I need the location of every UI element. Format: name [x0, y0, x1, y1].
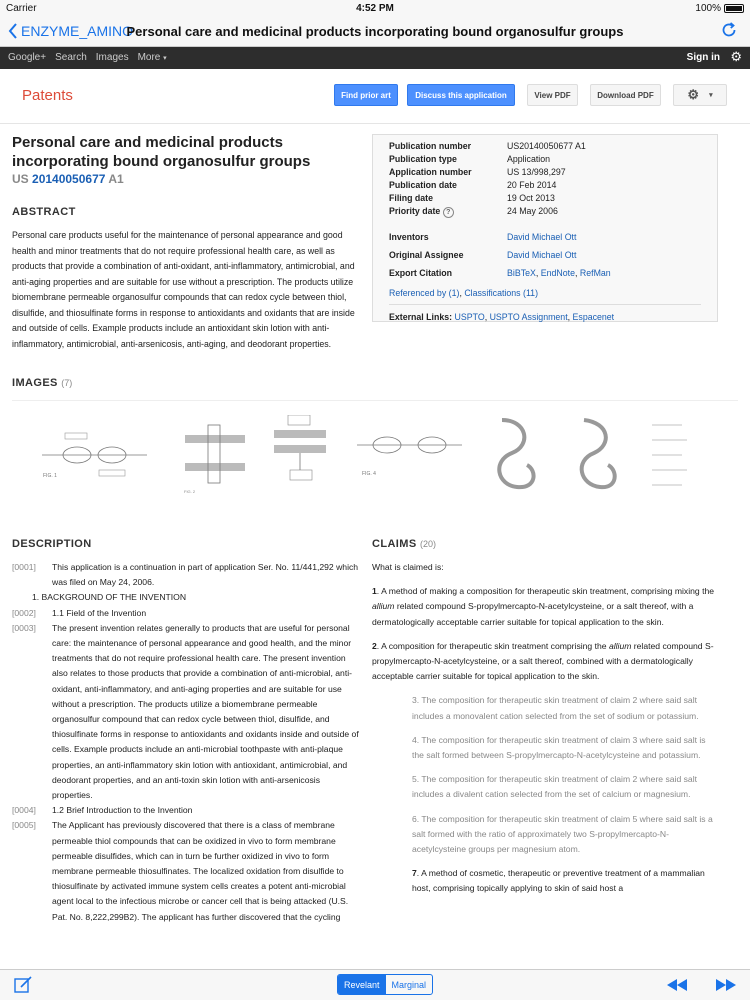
gbar-link-images[interactable]: Images	[95, 52, 129, 63]
publication-info-box	[372, 134, 718, 322]
gbar-link-googleplus[interactable]: Google+	[8, 52, 47, 63]
find-prior-art-button[interactable]: Find prior art	[334, 84, 398, 106]
description-paragraph: [0002] 1.1 Field of the Invention	[12, 607, 147, 618]
patent-figure-thumbnail[interactable]	[270, 415, 330, 497]
gear-icon[interactable]: ⚙	[730, 49, 742, 64]
segment-revelant[interactable]: Revelant	[338, 975, 386, 994]
assignee-link[interactable]: David Michael Ott	[507, 250, 577, 260]
description-paragraph: [0001] This application is a continuation in part of application Ser. No. 11/441,292 which was filed on May 24, 2006.	[12, 562, 359, 588]
info-row: Original Assignee David Michael Ott	[389, 250, 577, 260]
publication-info-table	[389, 141, 611, 286]
svg-text:FIG. 1: FIG. 1	[43, 473, 57, 479]
carrier-label: Carrier	[6, 3, 37, 14]
images-section	[12, 377, 362, 389]
export-endnote-link[interactable]: EndNote	[540, 268, 575, 278]
battery-icon	[724, 4, 744, 13]
dependent-claim: 4. The composition for therapeutic skin treatment of claim 3 where said salt is the salt formed between S-propylmercapto-N-acetylcysteine and potassium.	[412, 734, 706, 761]
info-row: Export Citation BiBTeX, EndNote, RefMan	[389, 268, 611, 278]
export-refman-link[interactable]: RefMan	[579, 268, 611, 278]
abstract-paragraph: Personal care products useful for the maintenance of personal appearance and good health and minor treatments that do not require professional health care, as well as products that provide a combination of anti-oxidant, anti-inflammatory, antimicrobial, and anti-aging properties and are suitable for use without a prescription. The products utilize biomembrane permeable organosulfur compounds that can redox cycle between thiol, disulfide, and thiosulfinate forms in response to antioxidants and oxidants that are inside and outside of cells. Example products include an antioxidant skin lotion with anti-inflammatory, antimicrobial, anti-arsenicosis, anti-aging, and deodorant properties.	[12, 228, 627, 352]
page-title: Personal care and medicinal products incorporating bound organosulfur groups	[126, 24, 624, 39]
svg-text:FIG. 4: FIG. 4	[362, 471, 376, 477]
publication-number: 20140050677	[32, 172, 106, 186]
info-row: Priority date ? 24 May 2006	[389, 206, 558, 216]
info-row: Publication type Application	[389, 154, 551, 164]
inventor-link[interactable]: David Michael Ott	[507, 232, 577, 242]
info-row: Filing date 19 Oct 2013	[389, 193, 555, 203]
dependent-claim: 3. The composition for therapeutic skin treatment of claim 2 where said salt includes a monovalent cation selected from the set of sodium or potassium.	[412, 695, 699, 721]
patent-title: Personal care and medicinal products incorporating bound organosulfur groups	[12, 134, 311, 170]
image-thumbnails	[12, 400, 738, 506]
claim-item: 7. A method of cosmetic, therapeutic or preventive treatment of a mammalian host, comprising topically applying to skin of said host a	[412, 868, 705, 894]
discuss-application-button[interactable]: Discuss this application	[407, 84, 515, 106]
caret-down-icon: ▾	[163, 55, 167, 62]
description-paragraph: [0003] The present invention relates generally to products that are useful for personal care: the maintenance of personal appearance and good health, and the minor treatments that do not require professional health care. The present invention also relates to those products that provide a combination of anti-microbial, anti-oxidant, anti-inflammatory, and anti-aging properties and are suitable for use without a prescription. The products utilize a biomembrane permeable organosulfur compound that can redox cycle between thiol, disulfide, and thiosulfinate forms in response to antioxidants and oxidants inside and outside of cells. Example products include an anti-microbial toothpaste with anti-plaque properties, an anti-inflammatory skin lotion with antioxidant, antimicrobial, and deodorant properties, and an anti-toxin skin lotion with anti-arsenicosis properties.	[12, 622, 359, 801]
claims-section	[372, 538, 718, 906]
battery-percent: 100%	[695, 3, 721, 14]
images-heading: IMAGES	[12, 377, 58, 389]
description-paragraph: [0004] 1.2 Brief Introduction to the Invention	[12, 805, 193, 816]
external-links: External Links: USPTO, USPTO Assignment, Espacenet	[389, 304, 701, 322]
info-row: Publication date 20 Feb 2014	[389, 180, 557, 190]
google-bar	[0, 47, 750, 69]
export-bibtex-link[interactable]: BiBTeX	[507, 268, 536, 278]
publication-number-heading: US 20140050677 A1	[12, 172, 124, 186]
images-count: (7)	[61, 378, 73, 388]
description-paragraph: [0005] The Applicant has previously discovered that there is a class of membrane permeable thiol compounds that can be oxidized in vivo to form membrane permeable disulfides, which can in turn be further oxidized in vivo to form membrane permeable thiosulfinates. The localized oxidation from disulfide to thiosulfinate by activated immune system cells creates a potent anti-microbial agent local to the infectious microbe or cancer cell that is being attacked (U.S. Pat. No. 8,222,299B2). The applicant has further discovered that the cycling	[12, 820, 349, 922]
claims-heading: CLAIMS	[372, 538, 417, 550]
info-row: Application number US 13/998,297	[389, 167, 566, 177]
navigation-bar	[0, 16, 750, 47]
caret-down-icon: ▾	[709, 92, 713, 99]
compose-icon[interactable]	[14, 976, 34, 994]
uspto-link[interactable]: USPTO	[454, 312, 485, 322]
classifications-link[interactable]: Classifications (11)	[464, 288, 539, 298]
refresh-icon[interactable]	[720, 21, 738, 44]
help-icon[interactable]: ?	[443, 207, 454, 218]
patent-figure-thumbnail[interactable]	[37, 415, 152, 497]
description-section	[12, 538, 362, 925]
referenced-by-link[interactable]: Referenced by (1)	[389, 288, 460, 298]
gbar-link-search[interactable]: Search	[55, 52, 87, 63]
clock: 4:52 PM	[356, 3, 394, 14]
segment-marginal[interactable]: Marginal	[391, 979, 427, 990]
patents-logo[interactable]: Patents	[22, 87, 73, 104]
description-paragraph: 1. BACKGROUND OF THE INVENTION	[32, 592, 187, 603]
info-row: Publication number US20140050677 A1	[389, 141, 586, 151]
back-button-label: ENZYME_AMINO	[21, 23, 134, 39]
patent-header	[12, 133, 362, 186]
sign-in-button[interactable]: Sign in	[686, 52, 720, 63]
rewind-icon[interactable]	[666, 978, 688, 992]
patent-figure-thumbnail[interactable]	[482, 415, 547, 497]
relevance-segmented-control	[337, 974, 433, 995]
bottom-toolbar	[0, 969, 750, 1000]
references-line: Referenced by (1), Classifications (11)	[389, 288, 539, 298]
settings-dropdown-button[interactable]	[673, 84, 727, 106]
claim-item: 2. A composition for therapeutic skin treatment comprising the allium related compound S-propylmercapto-N-acetylcysteine, or a salt thereof, combined with a dermatologically acceptable carrier suitable for topical application to the skin.	[372, 640, 714, 682]
abstract-section	[12, 206, 362, 218]
description-heading: DESCRIPTION	[12, 538, 92, 550]
patent-figure-thumbnail[interactable]	[180, 415, 250, 497]
patent-figure-thumbnail[interactable]	[352, 415, 467, 497]
espacenet-link[interactable]: Espacenet	[572, 312, 615, 322]
patents-toolbar	[0, 69, 750, 124]
view-pdf-button[interactable]: View PDF	[527, 84, 578, 106]
svg-text:FIG. 2: FIG. 2	[184, 489, 196, 494]
gear-icon: ⚙	[687, 87, 700, 102]
download-pdf-button[interactable]: Download PDF	[590, 84, 661, 106]
patent-figure-thumbnail[interactable]	[562, 415, 627, 497]
abstract-heading: ABSTRACT	[12, 206, 76, 218]
claims-intro: What is claimed is:	[372, 562, 444, 572]
dependent-claim: 5. The composition for therapeutic skin treatment of claim 2 where said salt includes a divalent cation selected from the set of calcium or magnesium.	[412, 774, 698, 800]
fast-forward-icon[interactable]	[715, 978, 737, 992]
status-bar	[0, 0, 750, 16]
patent-figure-thumbnail[interactable]	[642, 415, 702, 497]
gbar-link-more[interactable]: More ▾	[137, 52, 167, 63]
uspto-assignment-link[interactable]: USPTO Assignment	[489, 312, 568, 322]
dependent-claim: 6. The composition for therapeutic skin treatment of claim 5 where said salt is a salt formed with the ratio of approximately two S-propylmercapto-N-acetylcysteine groups per magnesium atom.	[412, 813, 713, 855]
info-row: Inventors David Michael Ott	[389, 232, 577, 242]
claims-count: (20)	[420, 539, 437, 549]
battery-status	[695, 3, 744, 14]
claim-item: 1. A method of making a composition for therapeutic skin treatment, comprising mixing the allium related compound S-propylmercapto-N-acetylcysteine, or a salt thereof, with a dermatologically acceptable carrier suitable for topical application to the skin.	[372, 586, 715, 627]
